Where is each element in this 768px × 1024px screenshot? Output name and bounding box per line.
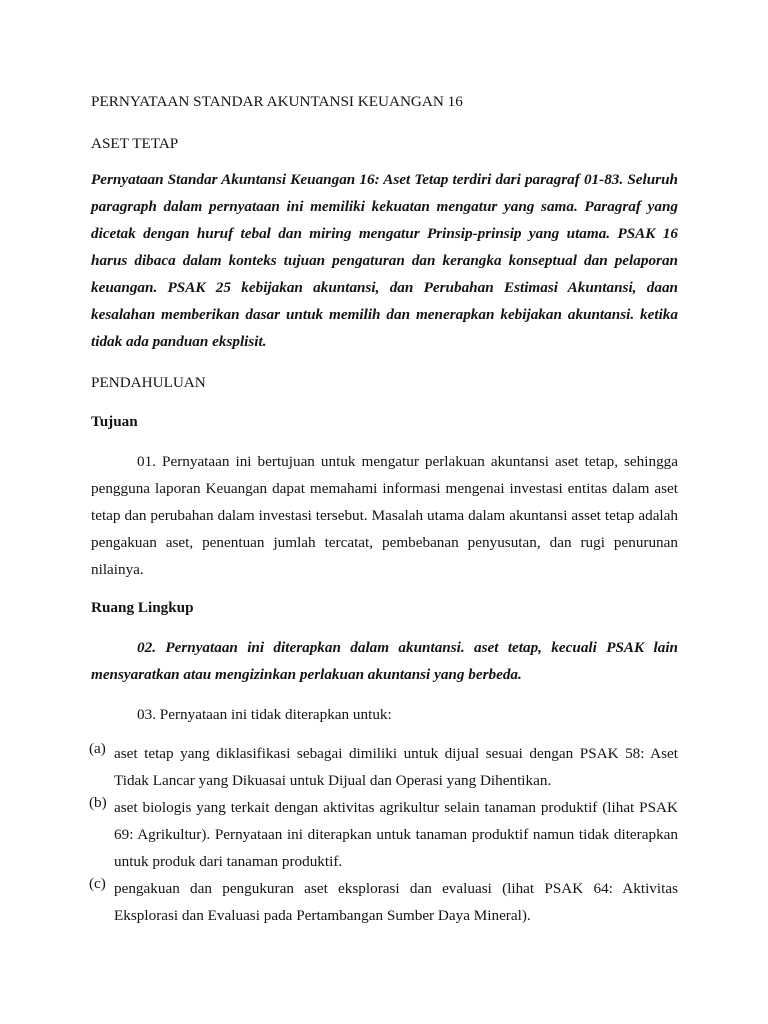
paragraph-02: 02. Pernyataan ini diterapkan dalam akuntansi. aset tetap, kecuali PSAK lain mensyaratkan atau mengizinkan perlakuan akuntansi yang berbeda. xyxy=(91,639,678,683)
list-marker: (c) xyxy=(89,875,106,892)
list-text: pengakuan dan pengukuran aset eksplorasi dan evaluasi (lihat PSAK 64: Aktivitas Eksplorasi dan Evaluasi pada Pertambangan Sumber Daya Mineral). xyxy=(114,880,678,924)
ruang-lingkup-heading: Ruang Lingkup xyxy=(91,599,194,616)
list-text: aset biologis yang terkait dengan aktivitas agrikultur selain tanaman produktif (lihat PSAK 69: Agrikultur). Pernyataan ini diterapkan untuk tanaman produktif namun tidak diterapkan untuk produk dari tanaman produktif. xyxy=(114,799,678,870)
intro-paragraph: Pernyataan Standar Akuntansi Keuangan 16: Aset Tetap terdiri dari paragraf 01-83. Seluruh paragraph dalam pernyataan ini memiliki kekuatan mengatur yang sama. Paragraf yang dicetak dengan huruf tebal dan miring mengatur Prinsip-prinsip yang utama. PSAK 16 harus dibaca dalam konteks tujuan pengaturan dan kerangka konseptual dan pelaporan keuangan. PSAK 25 kebijakan akuntansi, dan Perubahan Estimasi Akuntansi, daan kesalahan memberikan dasar untuk memilih dan menerapkan kebijakan akuntansi. ketika tidak ada panduan eksplisit. xyxy=(91,171,678,350)
tujuan-heading: Tujuan xyxy=(91,413,138,430)
document-subtitle: ASET TETAP xyxy=(91,135,179,152)
list-text: aset tetap yang diklasifikasi sebagai dimiliki untuk dijual sesuai dengan PSAK 58: Aset Tidak Lancar yang Dikuasai untuk Dijual dan Operasi yang Dihentikan. xyxy=(114,745,678,789)
section-heading: PENDAHULUAN xyxy=(91,374,206,391)
list-marker: (a) xyxy=(89,740,106,757)
paragraph-03: 03. Pernyataan ini tidak diterapkan untuk: xyxy=(137,706,392,723)
paragraph-01: 01. Pernyataan ini bertujuan untuk mengatur perlakuan akuntansi aset tetap, sehingga pengguna laporan Keuangan dapat memahami informasi mengenai investasi entitas dalam aset tetap dan perubahan dalam investasi tersebut. Masalah utama dalam akuntansi asset tetap adalah pengakuan aset, penentuan jumlah tercatat, pembebanan penyusutan, dan rugi penurunan nilainya. xyxy=(91,453,678,578)
list-marker: (b) xyxy=(89,794,107,811)
document-title: PERNYATAAN STANDAR AKUNTANSI KEUANGAN 16 xyxy=(91,93,463,110)
